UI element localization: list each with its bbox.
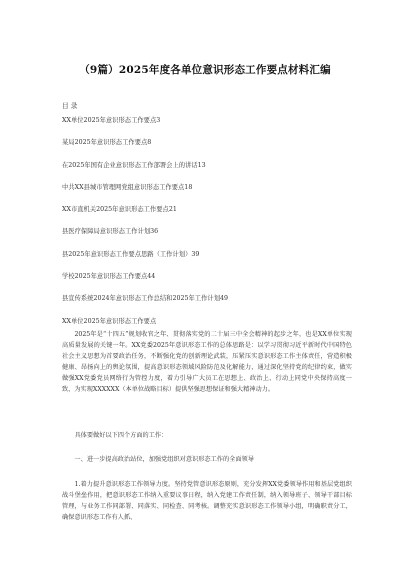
toc-item[interactable]: XX市直机关2025年意识形态工作要点21 xyxy=(62,206,177,214)
toc-item[interactable]: 某局2025年意识形态工作要点8 xyxy=(62,139,152,147)
subsection-heading: 一、进一步提高政治站位，加强党组织对意识形态工作的全面领导 xyxy=(74,456,254,463)
toc-heading: 目 录 xyxy=(62,102,78,110)
body-paragraph: 1.着力提升意识形态工作领导力度。坚持党管意识形态原则，充分发挥XX党委领导作用和基层党组织战斗堡垒作用，把意识形态工作纳入重要议事日程，纳入党建工作责任制，纳入领导班子、领导干部目标管理，与业务工作同部署、同落实、同检查、同考核。调整充实意识形态工作领导小组，明确职责分工，确保意识形态工作有人抓、 xyxy=(62,481,352,521)
toc-item[interactable]: 中共XX县城市管理网党组意识形态工作要点18 xyxy=(62,183,193,191)
document-title: （9篇）2025年度各单位意识形态工作要点材料汇编 xyxy=(79,64,331,76)
toc-item[interactable]: 在2025年国有企业意识形态工作部署会上的讲话13 xyxy=(62,161,206,169)
toc-item[interactable]: 县医疗保障局意识形态工作计划36 xyxy=(62,228,159,236)
body-paragraph: 具体要做好以下四个方面的工作： xyxy=(74,432,168,439)
body-paragraph: 2025年是“十四五”规划收官之年、贯彻落实党的二十届三中全会精神的起步之年，也是XX单位实现高质量发展的关键一年。XX党委2025年意识形态工作的总体思路是：以学习贯彻习近平新时代中国特色社会主义思想为首要政治任务，不断强化党的创新理论武装，压紧压实意识形态工作主体责任，营造积极健康、昂扬向上的舆论氛围，提高意识形态领域风险防范及化解能力，通过深化坚持党的纪律约束，做实做强XX党委党员网络行为管控力度，着力引导广大员工在思想上、政治上、行动上同党中央保持高度一致，为实现XXXXXX（本单位战略目标）提供坚强思想保证和强大精神动力。 xyxy=(62,331,352,393)
section-heading: XX单位2025年意识形态工作要点 xyxy=(62,318,157,325)
toc-item[interactable]: 学校2025年意识形态工作要点44 xyxy=(62,273,156,281)
toc-item[interactable]: 县宣传系统2024年意识形态工作总结和2025年工作计划49 xyxy=(62,295,229,303)
table-of-contents xyxy=(62,118,228,319)
toc-item[interactable]: 县2025年意识形态工作要点思路（工作计划）39 xyxy=(62,250,200,258)
toc-item[interactable]: XX单位2025年意识形态工作要点3 xyxy=(62,117,161,124)
